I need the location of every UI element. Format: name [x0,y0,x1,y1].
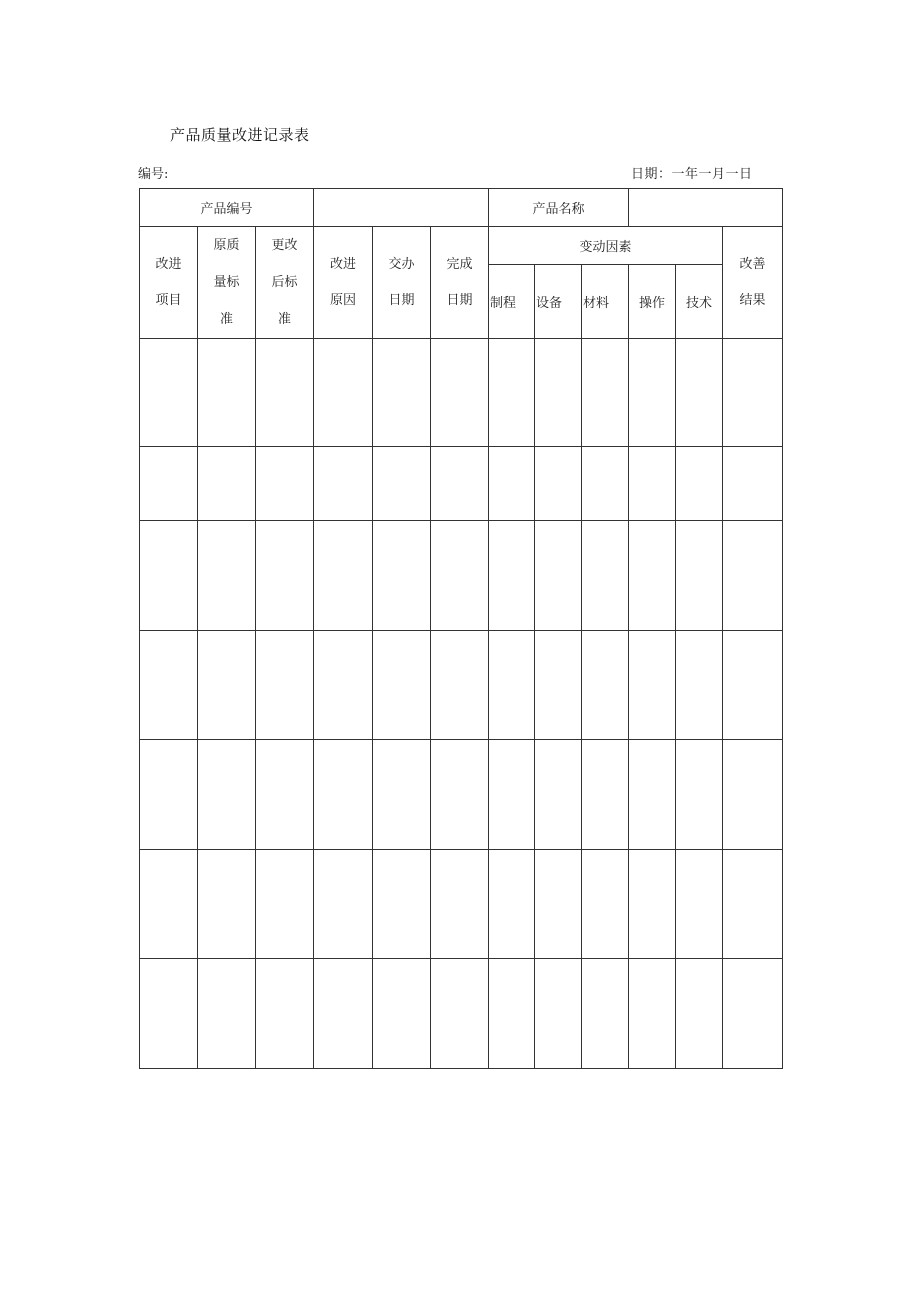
table-cell[interactable] [629,447,676,521]
factor-process: 制程 [489,265,535,339]
column-header-row-1 [140,227,783,265]
table-cell[interactable] [314,850,373,959]
col-change-factors: 变动因素 [489,227,723,265]
table-cell[interactable] [256,959,314,1069]
table-cell[interactable] [198,447,256,521]
table-cell[interactable] [723,959,783,1069]
table-row [140,850,783,959]
table-cell[interactable] [431,959,489,1069]
product-number-field[interactable] [314,189,489,227]
table-cell[interactable] [140,447,198,521]
product-info-row [140,189,783,227]
table-cell[interactable] [373,850,431,959]
col-assign-date-line2: 日期 [388,292,415,308]
table-cell[interactable] [489,959,535,1069]
improvement-record-table [139,188,783,1069]
col-improvement-result-line1: 改善 [739,256,766,272]
table-cell[interactable] [198,339,256,447]
table-cell[interactable] [256,850,314,959]
table-row [140,631,783,740]
col-original-standard-line3: 准 [219,312,233,327]
col-revised-standard-line3: 准 [277,312,291,327]
serial-number-label: 编号: [138,167,169,182]
table-cell[interactable] [535,521,582,631]
col-improvement-item-line2: 项目 [155,292,182,308]
table-cell[interactable] [582,740,629,850]
table-cell[interactable] [723,850,783,959]
table-row [140,339,783,447]
table-cell[interactable] [140,740,198,850]
table-cell[interactable] [314,959,373,1069]
table-cell[interactable] [140,339,198,447]
table-cell[interactable] [431,339,489,447]
table-cell[interactable] [140,959,198,1069]
col-assign-date-line1: 交办 [388,256,415,272]
table-cell[interactable] [629,631,676,740]
table-cell[interactable] [582,339,629,447]
table-cell[interactable] [314,521,373,631]
table-cell[interactable] [431,447,489,521]
table-cell[interactable] [431,740,489,850]
product-name-label: 产品名称 [489,189,629,227]
col-revised-standard-line2: 后标 [271,275,298,290]
table-row [140,447,783,521]
col-revised-standard-line1: 更改 [271,238,298,253]
table-cell[interactable] [629,339,676,447]
col-original-standard [198,227,256,339]
table-row [140,740,783,850]
table-cell[interactable] [256,631,314,740]
table-cell[interactable] [629,521,676,631]
table-cell[interactable] [431,631,489,740]
date-label: 日期：一年一月一日 [631,167,753,182]
table-cell[interactable] [198,740,256,850]
product-name-field[interactable] [629,189,783,227]
table-cell[interactable] [256,521,314,631]
table-cell[interactable] [489,339,535,447]
col-assign-date [373,227,431,339]
table-cell[interactable] [256,447,314,521]
table-cell[interactable] [198,521,256,631]
table-cell[interactable] [431,521,489,631]
table-cell[interactable] [723,631,783,740]
col-original-standard-line1: 原质 [213,238,240,253]
table-cell[interactable] [723,740,783,850]
col-completion-date-line1: 完成 [446,256,473,272]
factor-material: 材料 [582,265,629,339]
table-cell[interactable] [314,740,373,850]
col-improvement-reason [314,227,373,339]
table-cell[interactable] [582,850,629,959]
table-cell[interactable] [676,447,723,521]
table-cell[interactable] [373,959,431,1069]
table-cell[interactable] [373,339,431,447]
factor-technique: 技术 [676,265,723,339]
table-cell[interactable] [198,631,256,740]
table-cell[interactable] [535,339,582,447]
table-cell[interactable] [535,631,582,740]
table-cell[interactable] [373,631,431,740]
col-completion-date [431,227,489,339]
table-cell[interactable] [676,521,723,631]
factor-operation: 操作 [629,265,676,339]
table-cell[interactable] [582,447,629,521]
table-row [140,959,783,1069]
table-cell[interactable] [489,740,535,850]
col-improvement-item-line1: 改进 [155,256,182,272]
table-cell[interactable] [582,631,629,740]
col-improvement-item [140,227,198,339]
table-cell[interactable] [582,521,629,631]
table-cell[interactable] [629,740,676,850]
col-original-standard-line2: 量标 [213,275,240,290]
table-cell[interactable] [723,447,783,521]
table-cell[interactable] [256,339,314,447]
col-improvement-reason-line2: 原因 [329,292,356,308]
col-completion-date-line2: 日期 [446,292,473,308]
table-cell[interactable] [535,850,582,959]
table-cell[interactable] [723,339,783,447]
table-cell[interactable] [629,850,676,959]
table-row [140,521,783,631]
table-cell[interactable] [535,447,582,521]
table-cell[interactable] [256,740,314,850]
table-cell[interactable] [535,740,582,850]
table-cell[interactable] [723,521,783,631]
table-cell[interactable] [489,521,535,631]
table-cell[interactable] [431,850,489,959]
table-cell[interactable] [314,339,373,447]
table-cell[interactable] [314,631,373,740]
table-cell[interactable] [198,959,256,1069]
table-cell[interactable] [676,339,723,447]
table-cell[interactable] [582,959,629,1069]
table-cell[interactable] [676,850,723,959]
table-cell[interactable] [676,959,723,1069]
data-rows [140,339,783,1069]
table-cell[interactable] [489,447,535,521]
table-cell[interactable] [373,740,431,850]
table-cell[interactable] [676,631,723,740]
page-title: 产品质量改进记录表 [170,126,310,144]
col-improvement-reason-line1: 改进 [329,256,356,272]
table-cell[interactable] [140,850,198,959]
table-cell[interactable] [314,447,373,521]
product-number-label: 产品编号 [140,189,314,227]
table-cell[interactable] [198,850,256,959]
col-improvement-result [723,227,783,339]
table-cell[interactable] [629,959,676,1069]
factor-equipment: 设备 [535,265,582,339]
table-cell[interactable] [489,850,535,959]
table-cell[interactable] [373,521,431,631]
col-improvement-result-line2: 结果 [739,292,766,308]
col-revised-standard [256,227,314,339]
table-cell[interactable] [676,740,723,850]
table-cell[interactable] [140,521,198,631]
table-cell[interactable] [373,447,431,521]
table-cell[interactable] [140,631,198,740]
table-cell[interactable] [535,959,582,1069]
table-cell[interactable] [489,631,535,740]
